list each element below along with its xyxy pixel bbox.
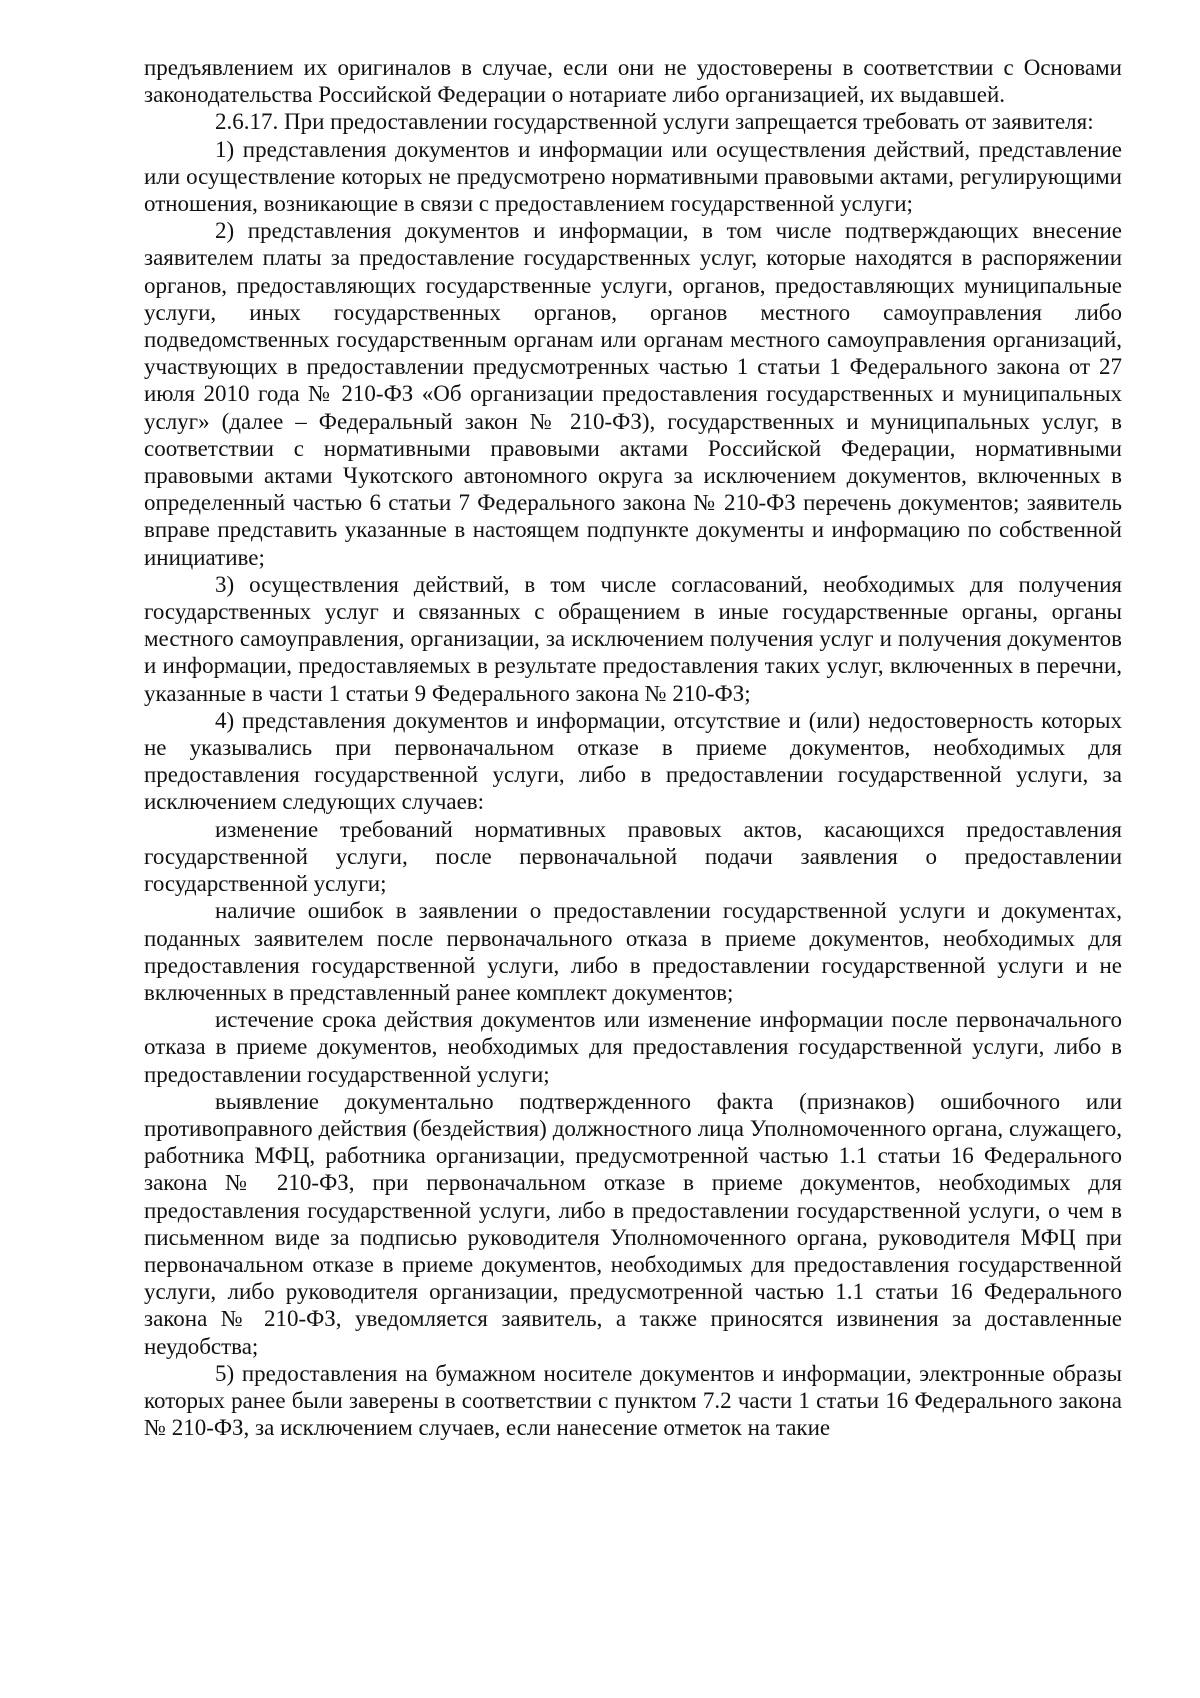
- paragraph-2-6-17: 2.6.17. При предоставлении государственной услуги запрещается требовать от заявителя:: [215, 109, 1094, 135]
- paragraph-case-misconduct: выявление документально подтвержденного факта (признаков) ошибочного или противоправного действия (бездействия) должностного лица Уполномоченного органа, служащего, работника МФЦ, работника организации, предусмотренной частью 1.1 статьи 16 Федерального закона № 210-ФЗ, при первоначальном отказе в приеме документов, необходимых для предоставления государственной услуги, либо в предоставлении государственной услуги, о чем в письменном виде за подписью руководителя Уполномоченного органа, руководителя МФЦ при первоначальном отказе в приеме документов, необходимых для предоставления государственной услуги, либо руководителя организации, предусмотренной частью 1.1 статьи 16 Федерального закона № 210-ФЗ, уведомляется заявитель, а также приносятся извинения за доставленные неудобства;: [144, 1088, 1122, 1359]
- document-page: [144, 54, 1122, 1441]
- paragraph-item-1: 1) представления документов и информации или осуществления действий, представление или осуществление которых не предусмотрено нормативными правовыми актами, регулирующими отношения, возникающие в связи с предоставлением государственной услуги;: [144, 136, 1122, 217]
- paragraph-item-4: 4) представления документов и информации, отсутствие и (или) недостоверность которых не указывались при первоначальном отказе в приеме документов, необходимых для предоставления государственной услуги, либо в предоставлении государственной услуги, за исключением следующих случаев:: [144, 707, 1122, 815]
- paragraph-case-errors: наличие ошибок в заявлении о предоставлении государственной услуги и документах, поданных заявителем после первоначального отказа в приеме документов, необходимых для предоставления государственной услуги, либо в предоставлении государственной услуги и не включенных в представленный ранее комплект документов;: [144, 898, 1122, 1005]
- paragraph-case-requirements-change: изменение требований нормативных правовых актов, касающихся предоставления государственной услуги, после первоначальной подачи заявления о предоставлении государственной услуги;: [144, 816, 1122, 897]
- paragraph-case-expiry: истечение срока действия документов или изменение информации после первоначального отказа в приеме документов, необходимых для предоставления государственной услуги, либо в предоставлении государственной услуги;: [144, 1007, 1122, 1087]
- paragraph-item-3: 3) осуществления действий, в том числе согласований, необходимых для получения государственных услуг и связанных с обращением в иные государственные органы, органы местного самоуправления, организации, за исключением получения услуг и получения документов и информации, предоставляемых в результате предоставления таких услуг, включенных в перечни, указанные в части 1 статьи 9 Федерального закона № 210-ФЗ;: [144, 571, 1122, 706]
- paragraph-continuation: предъявлением их оригиналов в случае, если они не удостоверены в соответствии с Основами законодательства Российской Федерации о нотариате либо организацией, их выдавшей.: [144, 55, 1122, 108]
- paragraph-item-5: 5) предоставления на бумажном носителе документов и информации, электронные образы которых ранее были заверены в соответствии с пунктом 7.2 части 1 статьи 16 Федерального закона № 210-ФЗ, за исключением случаев, если нанесение отметок на такие: [144, 1360, 1122, 1441]
- paragraph-item-2: 2) представления документов и информации, в том числе подтверждающих внесение заявителем платы за предоставление государственных услуг, которые находятся в распоряжении органов, предоставляющих государственные услуги, органов, предоставляющих муниципальные услуги, иных государственных органов, органов местного самоуправления либо подведомственных государственным органам или органам местного самоуправления организаций, участвующих в предоставлении предусмотренных частью 1 статьи 1 Федерального закона от 27 июля 2010 года № 210-ФЗ «Об организации предоставления государственных и муниципальных услуг» (далее – Федеральный закон № 210-ФЗ), государственных и муниципальных услуг, в соответствии с нормативными правовыми актами Российской Федерации, нормативными правовыми актами Чукотского автономного округа за исключением документов, включенных в определенный частью 6 статьи 7 Федерального закона № 210-ФЗ перечень документов; заявитель вправе представить указанные в настоящем подпункте документы и информацию по собственной инициативе;: [144, 218, 1122, 570]
